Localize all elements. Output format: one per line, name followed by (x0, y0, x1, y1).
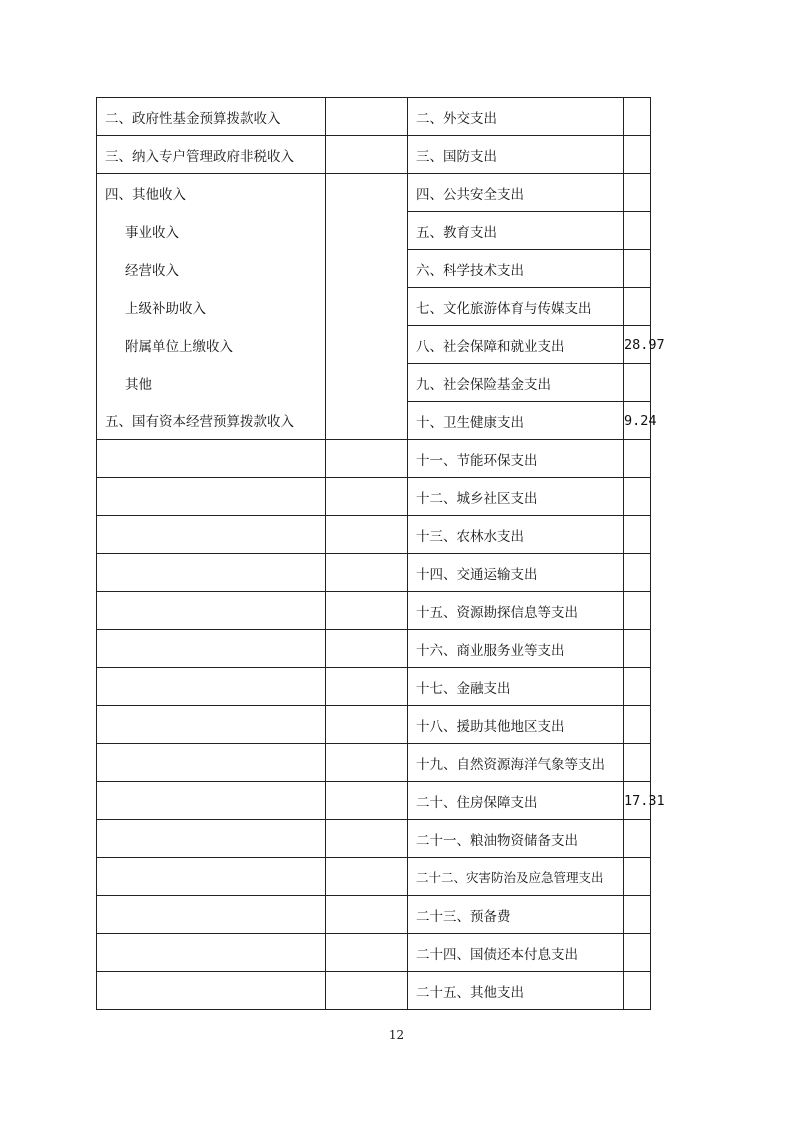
table-row (97, 630, 651, 668)
table-row (97, 668, 651, 706)
income-amount (326, 364, 408, 402)
table-row (97, 896, 651, 934)
expense-amount (624, 174, 651, 212)
expense-item: 二十一、粮油物资储备支出 (408, 820, 624, 858)
expense-item: 十二、城乡社区支出 (408, 478, 624, 516)
income-amount (326, 516, 408, 554)
expense-item: 十一、节能环保支出 (408, 440, 624, 478)
income-item (97, 706, 326, 744)
income-item (97, 478, 326, 516)
income-amount (326, 896, 408, 934)
expense-amount (624, 364, 651, 402)
income-item (97, 440, 326, 478)
income-item (97, 782, 326, 820)
income-item (97, 896, 326, 934)
income-amount (326, 478, 408, 516)
table-row (97, 782, 651, 820)
table-row (97, 516, 651, 554)
expense-amount (624, 592, 651, 630)
expense-amount: 17.31 (624, 782, 651, 820)
table-row (97, 554, 651, 592)
table-row (97, 364, 651, 402)
expense-amount (624, 744, 651, 782)
income-amount (326, 782, 408, 820)
expense-item: 十四、交通运输支出 (408, 554, 624, 592)
income-amount (326, 402, 408, 440)
table-row (97, 972, 651, 1010)
expense-item: 二十三、预备费 (408, 896, 624, 934)
expense-item: 二十五、其他支出 (408, 972, 624, 1010)
expense-item: 十五、资源勘探信息等支出 (408, 592, 624, 630)
expense-item: 二、外交支出 (408, 98, 624, 136)
expense-item: 十九、自然资源海洋气象等支出 (408, 744, 624, 782)
expense-amount (624, 554, 651, 592)
table-row (97, 706, 651, 744)
expense-amount (624, 516, 651, 554)
expense-amount (624, 212, 651, 250)
expense-amount: 28.97 (624, 326, 651, 364)
income-item: 二、政府性基金预算拨款收入 (97, 98, 326, 136)
income-amount (326, 858, 408, 896)
table-row (97, 212, 651, 250)
expense-amount (624, 972, 651, 1010)
income-amount (326, 554, 408, 592)
expense-amount (624, 136, 651, 174)
table-row (97, 136, 651, 174)
income-item (97, 554, 326, 592)
expense-item: 五、教育支出 (408, 212, 624, 250)
income-amount (326, 326, 408, 364)
income-item: 四、其他收入 (97, 174, 326, 212)
expense-item: 十、卫生健康支出 (408, 402, 624, 440)
income-amount (326, 212, 408, 250)
income-amount (326, 136, 408, 174)
table-row (97, 288, 651, 326)
expense-amount (624, 858, 651, 896)
table-row (97, 174, 651, 212)
income-item: 其他 (97, 364, 326, 402)
table-row (97, 744, 651, 782)
page-number: 12 (388, 1028, 405, 1042)
expense-item: 十六、商业服务业等支出 (408, 630, 624, 668)
expense-amount (624, 706, 651, 744)
expense-item: 四、公共安全支出 (408, 174, 624, 212)
income-item: 经营收入 (97, 250, 326, 288)
expense-amount (624, 896, 651, 934)
income-amount (326, 820, 408, 858)
table-row (97, 402, 651, 440)
expense-item: 三、国防支出 (408, 136, 624, 174)
income-amount (326, 250, 408, 288)
income-item (97, 592, 326, 630)
income-item: 三、纳入专户管理政府非税收入 (97, 136, 326, 174)
income-amount (326, 592, 408, 630)
expense-amount (624, 288, 651, 326)
expense-item: 九、社会保险基金支出 (408, 364, 624, 402)
expense-item: 八、社会保障和就业支出 (408, 326, 624, 364)
income-item (97, 820, 326, 858)
income-item (97, 668, 326, 706)
income-amount (326, 630, 408, 668)
table-row (97, 858, 651, 896)
expense-item: 十三、农林水支出 (408, 516, 624, 554)
expense-amount (624, 250, 651, 288)
expense-item: 二十、住房保障支出 (408, 782, 624, 820)
expense-amount (624, 440, 651, 478)
income-amount (326, 288, 408, 326)
income-item: 事业收入 (97, 212, 326, 250)
expense-amount: 9.24 (624, 402, 651, 440)
income-amount (326, 668, 408, 706)
expense-amount (624, 820, 651, 858)
expense-amount (624, 98, 651, 136)
budget-table (96, 97, 665, 1010)
income-amount (326, 174, 408, 212)
expense-item: 二十四、国债还本付息支出 (408, 934, 624, 972)
table-row (97, 326, 651, 364)
income-amount (326, 744, 408, 782)
income-item: 附属单位上缴收入 (97, 326, 326, 364)
income-item (97, 858, 326, 896)
expense-item: 十八、援助其他地区支出 (408, 706, 624, 744)
income-item (97, 972, 326, 1010)
income-item (97, 630, 326, 668)
income-item (97, 934, 326, 972)
expense-item: 七、文化旅游体育与传媒支出 (408, 288, 624, 326)
income-amount (326, 706, 408, 744)
income-item (97, 516, 326, 554)
expense-amount (624, 934, 651, 972)
expense-amount (624, 478, 651, 516)
income-amount (326, 972, 408, 1010)
income-item: 上级补助收入 (97, 288, 326, 326)
income-amount (326, 98, 408, 136)
table-row (97, 934, 651, 972)
table-row (97, 592, 651, 630)
table-row (97, 98, 651, 136)
table-row (97, 478, 651, 516)
expense-amount (624, 630, 651, 668)
income-amount (326, 934, 408, 972)
table-row (97, 820, 651, 858)
expense-item: 六、科学技术支出 (408, 250, 624, 288)
income-amount (326, 440, 408, 478)
income-item (97, 744, 326, 782)
expense-item: 二十二、灾害防治及应急管理支出 (408, 858, 624, 896)
expense-item: 十七、金融支出 (408, 668, 624, 706)
expense-amount (624, 668, 651, 706)
income-item: 五、国有资本经营预算拨款收入 (97, 402, 326, 440)
table-row (97, 250, 651, 288)
table-row (97, 440, 651, 478)
